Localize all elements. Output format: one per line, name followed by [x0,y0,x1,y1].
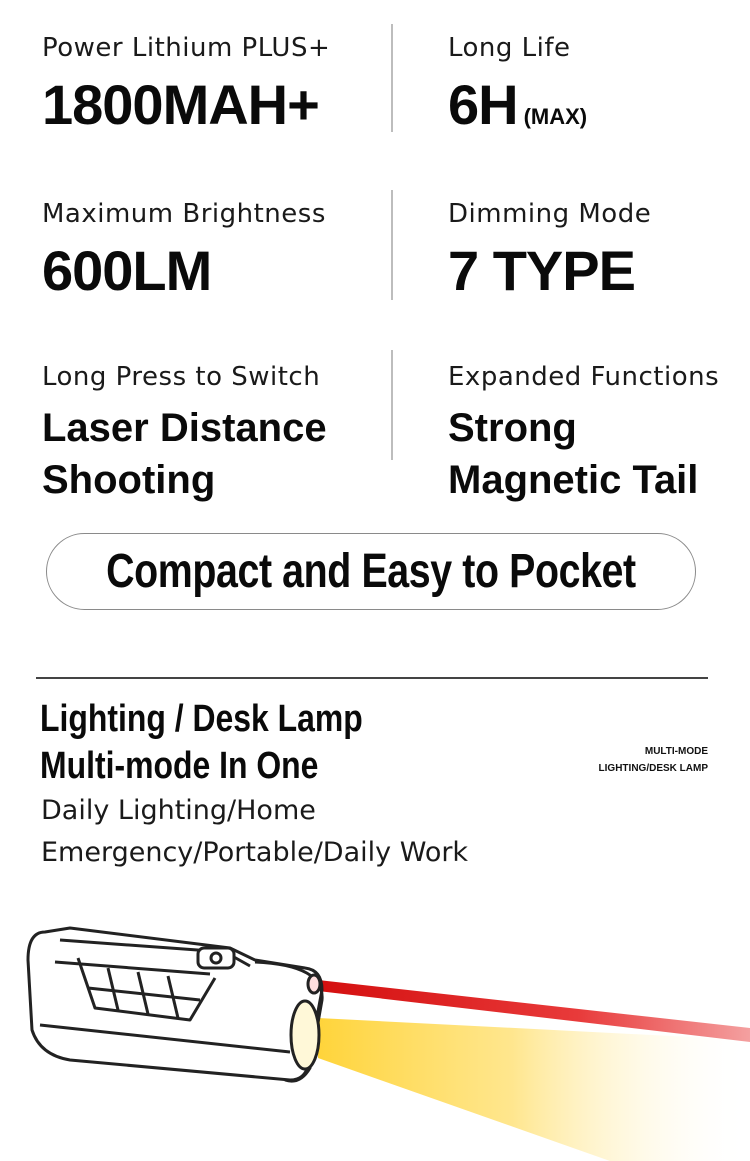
spec-value: 6H (MAX) [448,73,588,136]
spec-label: Long Press to Switch [42,362,321,392]
spec-life [448,33,588,136]
spec-value: Laser Distance Shooting [42,406,327,502]
feature-desc-1: Daily Lighting/Home [41,795,316,826]
banner-text: Compact and Easy to Pocket [106,545,636,598]
spec-battery [42,33,331,136]
section-divider [36,677,708,679]
divider [391,190,393,300]
feature-tag-1: MULTI-MODE [644,746,708,757]
spec-value: 1800MAH+ [42,73,319,136]
feature-desc-2: Emergency/Portable/Daily Work [41,837,469,868]
flashlight-illustration [0,880,750,1161]
feature-headline-2: Multi-mode In One [40,745,319,787]
flashlight-body [28,928,322,1081]
spec-label: Power Lithium PLUS+ [42,33,331,63]
spec-value-sub: (MAX) [523,104,588,129]
spec-laser [42,362,327,506]
divider [391,350,393,460]
feature-tag-2: LIGHTING/DESK LAMP [598,763,708,774]
spec-label: Maximum Brightness [42,199,326,229]
spec-brightness [42,199,326,302]
spec-label: Expanded Functions [448,362,720,392]
spec-dimming [448,199,652,302]
spec-value: Strong Magnetic Tail [448,406,699,502]
spec-value: 600LM [42,239,212,302]
spec-label: Long Life [448,33,571,63]
light-beam [318,1018,750,1161]
spec-value: 7 TYPE [448,239,635,302]
feature-headline-1: Lighting / Desk Lamp [40,698,363,740]
banner-pill [46,533,696,610]
spec-label: Dimming Mode [448,199,652,229]
spec-magnetic [448,362,719,506]
divider [391,24,393,132]
